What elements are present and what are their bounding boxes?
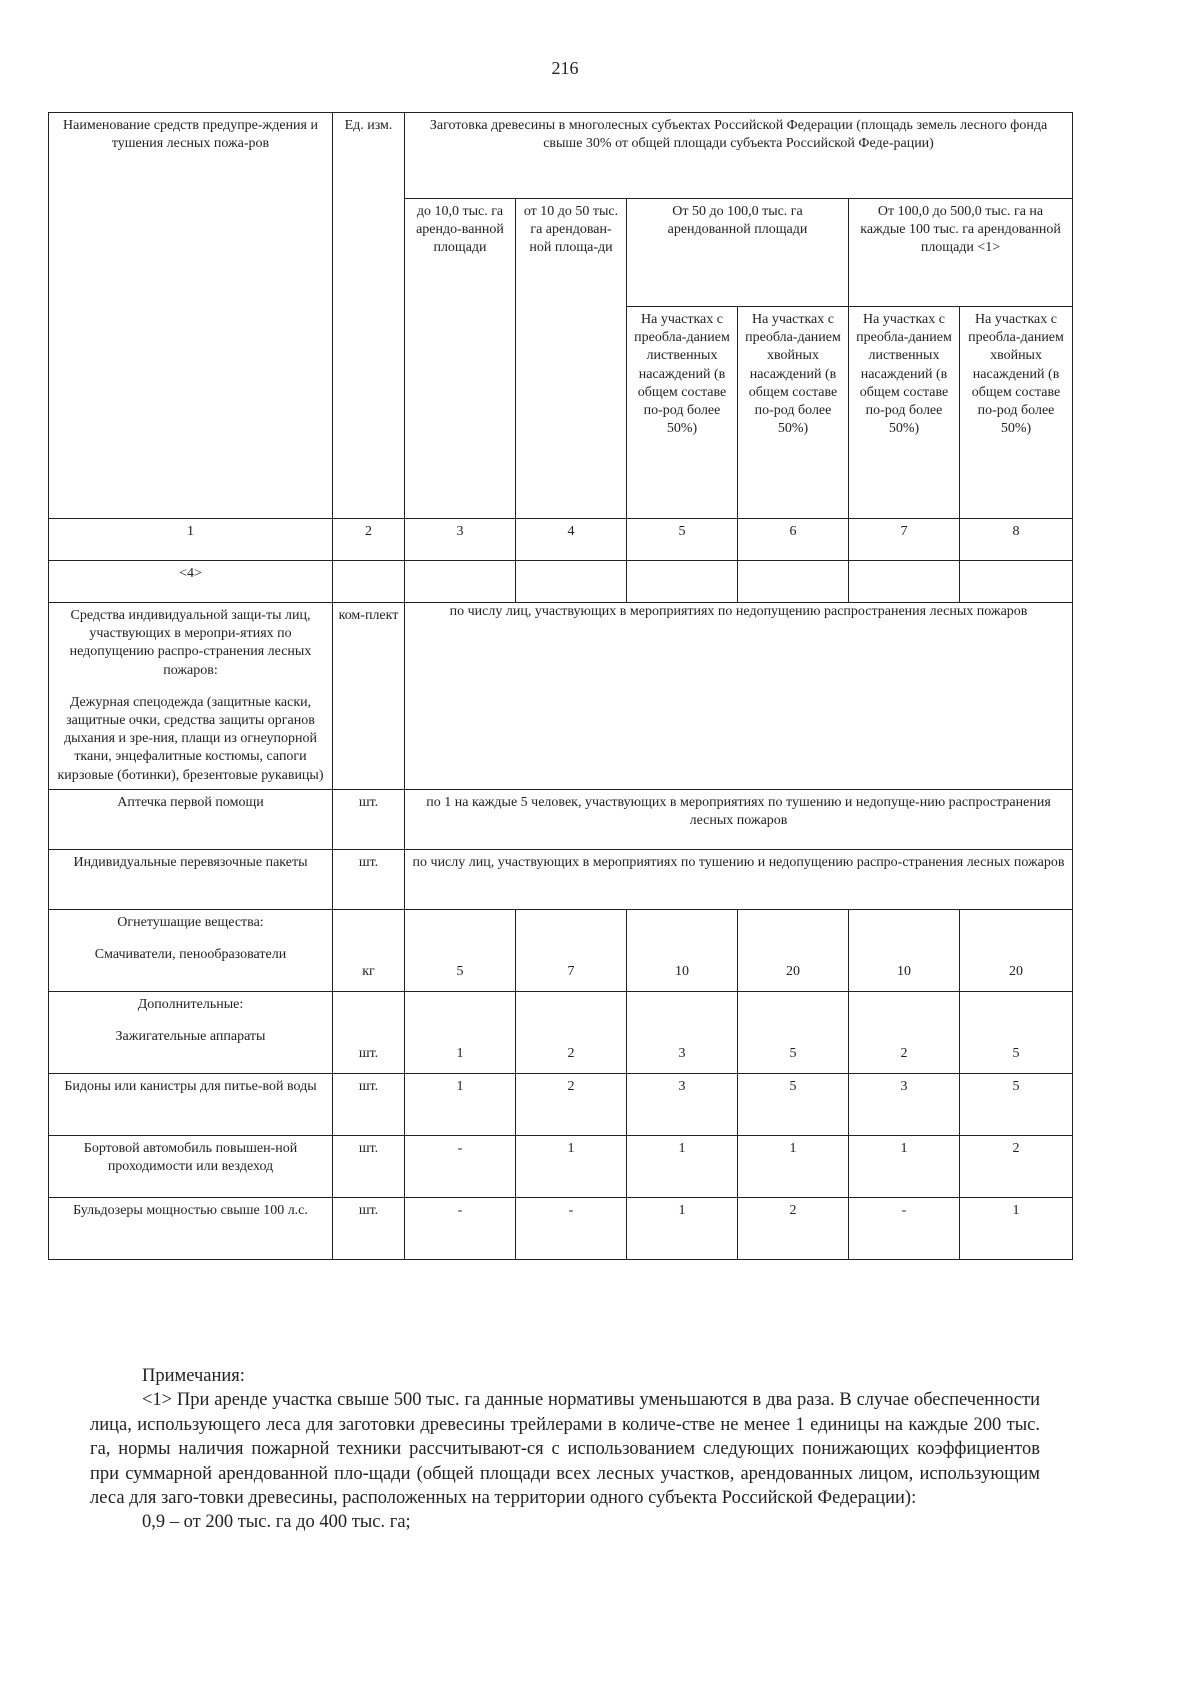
row-label [49, 603, 333, 790]
header-group-50-100: От 50 до 100,0 тыс. га арендованной площади [627, 199, 849, 307]
row-unit: ком-плект [333, 603, 405, 790]
cell-value: 2 [849, 991, 960, 1073]
cell-value: 10 [849, 909, 960, 991]
cell-value: 2 [516, 991, 627, 1073]
cell-value: - [405, 1197, 516, 1259]
wetting-heading: Огнетушащие вещества: [117, 914, 264, 930]
row-label: Бульдозеры мощностью свыше 100 л.с. [49, 1197, 333, 1259]
cell-value: 3 [627, 991, 738, 1073]
column-number: 2 [333, 519, 405, 561]
table-row-truck [49, 1135, 1073, 1197]
cell-value: 5 [960, 991, 1073, 1073]
cell-value: 1 [849, 1135, 960, 1197]
row-label: Индивидуальные перевязочные пакеты [49, 849, 333, 909]
table-row-ppe [49, 603, 1073, 790]
ppe-name: Дежурная спецодежда (защитные каски, защитные очки, средства защиты органов дыхания и зре-ния, плащи из огнеупорной ткани, энцефалитные костюмы, сапоги кирзовые (ботинки), брезентовые рукавицы) [57, 694, 324, 783]
row-label: Бидоны или канистры для питье-вой воды [49, 1073, 333, 1135]
cell-value: 1 [405, 991, 516, 1073]
cell-value: 1 [516, 1135, 627, 1197]
column-number: 4 [516, 519, 627, 561]
header-name-column: Наименование средств предупре-ждения и тушения лесных пожа-ров [49, 113, 333, 519]
row-unit: шт. [333, 789, 405, 849]
cell-value: 2 [960, 1135, 1073, 1197]
header-unit-column: Ед. изм. [333, 113, 405, 519]
cell-value: 3 [627, 1073, 738, 1135]
row-unit: шт. [333, 991, 405, 1073]
cell-value: 5 [738, 1073, 849, 1135]
row-unit: шт. [333, 1135, 405, 1197]
cell-value: 1 [627, 1135, 738, 1197]
column-number: 1 [49, 519, 333, 561]
row-label: Аптечка первой помощи [49, 789, 333, 849]
note-coefficient-1: 0,9 – от 200 тыс. га до 400 тыс. га; [142, 1512, 411, 1533]
table-row-footnote4 [49, 561, 1073, 603]
header-row-1 [49, 113, 1073, 199]
header-col8: На участках с преобла-данием хвойных насаждений (в общем составе по-род более 50%) [960, 307, 1073, 519]
cell-value: 20 [960, 909, 1073, 991]
cell-value: 5 [405, 909, 516, 991]
header-col4: от 10 до 50 тыс. га арендован-ной площа-ди [516, 199, 627, 519]
wetting-name: Смачиватели, пенообразователи [94, 946, 287, 962]
cell-value: 3 [849, 1073, 960, 1135]
notes-section [90, 1364, 1040, 1535]
column-number: 8 [960, 519, 1073, 561]
cell-value: 7 [516, 909, 627, 991]
row-label: <4> [49, 561, 333, 603]
header-col5: На участках с преобла-данием лиственных насаждений (в общем составе по-род более 50%) [627, 307, 738, 519]
table-row-bulldozer [49, 1197, 1073, 1259]
table-row-firstaid [49, 789, 1073, 849]
row-value: по 1 на каждые 5 человек, участвующих в мероприятиях по тушению и недопуще-нию распространения лесных пожаров [405, 789, 1073, 849]
ppe-heading: Средства индивидуальной защи-ты лиц, участвующих в меропри-ятиях по недопущению распро-странения лесных пожаров: [69, 608, 312, 678]
header-group-100-500: От 100,0 до 500,0 тыс. га на каждые 100 тыс. га арендованной площади <1> [849, 199, 1073, 307]
cell-value: 20 [738, 909, 849, 991]
cell-value: - [516, 1197, 627, 1259]
table-row-wetting [49, 909, 1073, 991]
cell-value: - [849, 1197, 960, 1259]
note-1: <1> При аренде участка свыше 500 тыс. га данные нормативы уменьшаются в два раза. В случае обеспеченности лица, использующего леса для заготовки древесины трейлерами в количе-стве не менее 1 единицы на каждые 200 тыс. га, нормы наличия пожарной техники рассчитывают-ся с использованием следующих понижающих коэффициентов при суммарной арендованной пло-щади (общей площади всех лесных участков, арендованных лицом, использующим леса для заго-товки древесины, расположенных на территории одного субъекта Российской Федерации): [90, 1390, 1040, 1509]
row-unit: шт. [333, 1073, 405, 1135]
header-col7: На участках с преобла-данием лиственных насаждений (в общем составе по-род более 50%) [849, 307, 960, 519]
cell-value: 5 [738, 991, 849, 1073]
header-col6: На участках с преобла-данием хвойных насаждений (в общем составе по-род более 50%) [738, 307, 849, 519]
column-number: 7 [849, 519, 960, 561]
additional-heading: Дополнительные: [137, 996, 244, 1012]
column-number-row [49, 519, 1073, 561]
header-group-main: Заготовка древесины в многолесных субъектах Российской Федерации (площадь земель лесного фонда свыше 30% от общей площади субъекта Российской Феде-рации) [405, 113, 1073, 199]
cell-value: 5 [960, 1073, 1073, 1135]
row-label [49, 909, 333, 991]
cell-value: 1 [738, 1135, 849, 1197]
igniters-name: Зажигательные аппараты [115, 1028, 266, 1044]
row-unit: шт. [333, 849, 405, 909]
row-value: по числу лиц, участвующих в мероприятиях по тушению и недопущению распро-странения лесных пожаров [405, 849, 1073, 909]
cell-value: - [405, 1135, 516, 1197]
cell-value: 1 [405, 1073, 516, 1135]
row-unit: кг [333, 909, 405, 991]
notes-title: Примечания: [142, 1366, 245, 1386]
column-number: 5 [627, 519, 738, 561]
cell-value: 2 [738, 1197, 849, 1259]
cell-value: 2 [516, 1073, 627, 1135]
table-row-igniters [49, 991, 1073, 1073]
table-row-dressing [49, 849, 1073, 909]
row-label: Бортовой автомобиль повышен-ной проходимости или вездеход [49, 1135, 333, 1197]
cell-value: 10 [627, 909, 738, 991]
column-number: 3 [405, 519, 516, 561]
header-col3: до 10,0 тыс. га арендо-ванной площади [405, 199, 516, 519]
fire-equipment-table [48, 112, 1073, 1260]
page-number: 216 [551, 58, 579, 78]
cell-value: 1 [627, 1197, 738, 1259]
cell-value: 1 [960, 1197, 1073, 1259]
column-number: 6 [738, 519, 849, 561]
row-unit: шт. [333, 1197, 405, 1259]
row-label [49, 991, 333, 1073]
table-row-cans [49, 1073, 1073, 1135]
row-value: по числу лиц, участвующих в мероприятиях по недопущению распространения лесных пожаров [405, 603, 1073, 790]
